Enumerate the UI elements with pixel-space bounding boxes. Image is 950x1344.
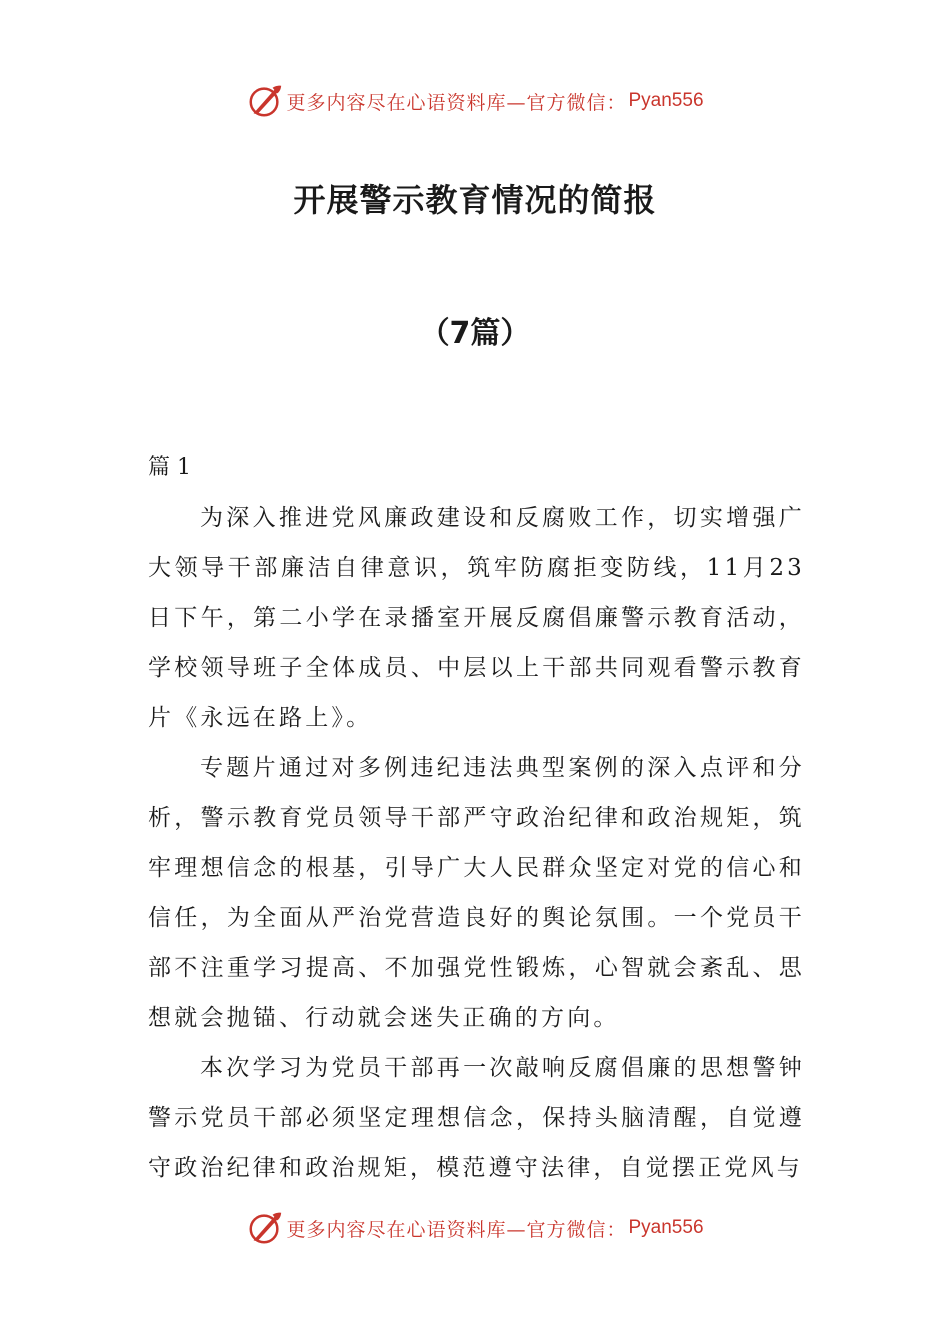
paragraph: 本次学习为党员干部再一次敲响反腐倡廉的思想警钟警示党员干部必须坚定理想信念，保持头脑清醒，自觉遵守政治纪律和政治规矩，模范遵守法律，自觉摆正党风与 — [148, 1055, 805, 1181]
paragraph: 为深入推进党风廉政建设和反腐败工作，切实增强广大领导干部廉洁自律意识，筑牢防腐拒变防线，11月23日下午，第二小学在录播室开展反腐倡廉警示教育活动，学校领导班子全体成员、中层以上干部共同观看警示教育片《永远在路上》。 — [148, 505, 805, 731]
document-subtitle: （7篇） — [419, 316, 531, 351]
watermark-text: 更多内容尽在心语资料库—官方微信： — [286, 91, 627, 114]
document-body — [148, 493, 805, 1193]
quill-logo-icon — [246, 1209, 284, 1247]
footer-watermark — [0, 1209, 950, 1247]
paragraph: 专题片通过对多例违纪违法典型案例的深入点评和分析，警示教育党员领导干部严守政治纪律和政治规矩，筑牢理想信念的根基，引导广大人民群众坚定对党的信心和信任，为全面从严治党营造良好的舆论氛围。一个党员干部不注重学习提高、不加强党性锻炼，心智就会紊乱、思想就会抛锚、行动就会迷失正确的方向。 — [148, 755, 805, 1031]
section-label: 篇 1 — [148, 455, 191, 480]
watermark-text: 更多内容尽在心语资料库—官方微信： — [286, 1218, 627, 1241]
watermark-wechat-id: Pyan556 — [628, 90, 704, 111]
watermark-wechat-id: Pyan556 — [628, 1217, 704, 1238]
quill-logo-icon — [246, 82, 284, 120]
header-watermark — [0, 82, 950, 120]
document-title: 开展警示教育情况的简报 — [293, 181, 657, 219]
